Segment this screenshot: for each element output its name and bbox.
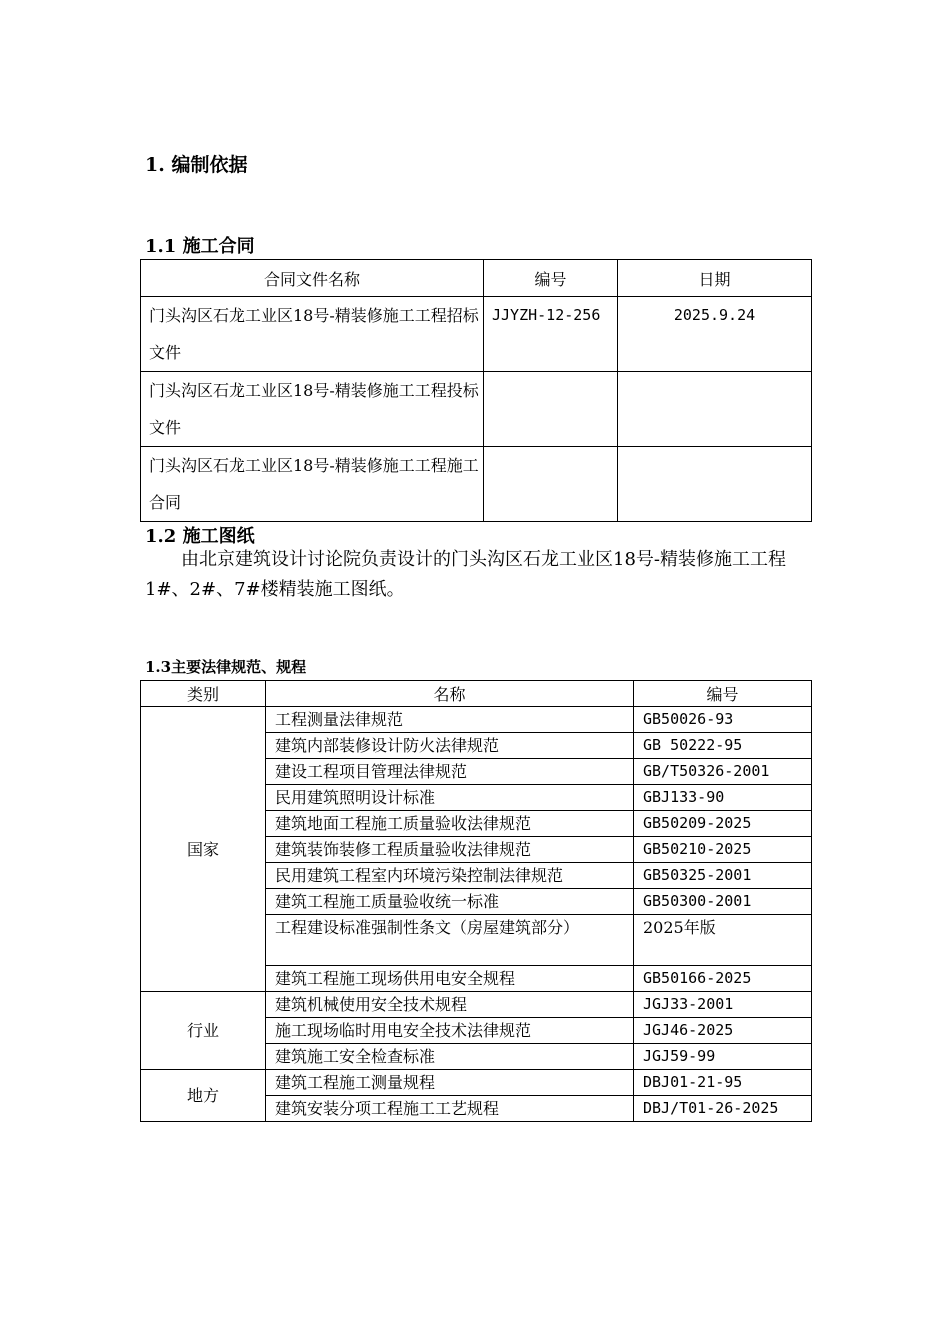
table-row bbox=[141, 297, 812, 372]
document-code bbox=[484, 372, 618, 447]
section-1-3-heading: 1.3主要法律规范、规程 bbox=[145, 658, 307, 676]
standard-code: DBJ/T01-26-2025 bbox=[634, 1096, 812, 1122]
column-header: 编号 bbox=[484, 260, 618, 297]
document-name: 门头沟区石龙工业区18号-精装修施工工程招标文件 bbox=[141, 297, 484, 372]
standard-name: 民用建筑工程室内环境污染控制法律规范 bbox=[266, 863, 634, 889]
standard-name: 建筑安装分项工程施工工艺规程 bbox=[266, 1096, 634, 1122]
table-header-row bbox=[141, 260, 812, 297]
standard-name: 建筑机械使用安全技术规程 bbox=[266, 992, 634, 1018]
document-code: JJYZH-12-256 bbox=[484, 297, 618, 372]
standard-code: GB50166-2025 bbox=[634, 966, 812, 992]
document-date bbox=[618, 447, 812, 522]
category-cell: 地方 bbox=[141, 1070, 266, 1122]
table-row bbox=[141, 992, 812, 1018]
table-header-row bbox=[141, 681, 812, 707]
standard-code: GB50210-2025 bbox=[634, 837, 812, 863]
table-row bbox=[141, 447, 812, 522]
table-row bbox=[141, 707, 812, 733]
document-code bbox=[484, 447, 618, 522]
standard-code: JGJ59-99 bbox=[634, 1044, 812, 1070]
drawings-paragraph: 由北京建筑设计讨论院负责设计的门头沟区石龙工业区18号-精装修施工工程1#、2#、7#楼精装施工图纸。 bbox=[145, 549, 786, 600]
standard-name: 建设工程项目管理法律规范 bbox=[266, 759, 634, 785]
standard-code: DBJ01-21-95 bbox=[634, 1070, 812, 1096]
section-1-2-heading: 1.2 施工图纸 bbox=[145, 526, 255, 547]
document-name: 门头沟区石龙工业区18号-精装修施工工程投标文件 bbox=[141, 372, 484, 447]
standard-name: 建筑施工安全检查标准 bbox=[266, 1044, 634, 1070]
column-header: 合同文件名称 bbox=[141, 260, 484, 297]
standard-name: 建筑装饰装修工程质量验收法律规范 bbox=[266, 837, 634, 863]
standard-code: GB50325-2001 bbox=[634, 863, 812, 889]
section-1-1-heading: 1.1 施工合同 bbox=[145, 236, 255, 257]
column-header: 类别 bbox=[141, 681, 266, 707]
standard-code: JGJ46-2025 bbox=[634, 1018, 812, 1044]
standard-name: 工程建设标准强制性条文（房屋建筑部分） bbox=[266, 915, 634, 966]
column-header: 日期 bbox=[618, 260, 812, 297]
standard-code: GB50209-2025 bbox=[634, 811, 812, 837]
standard-name: 建筑工程施工测量规程 bbox=[266, 1070, 634, 1096]
column-header: 名称 bbox=[266, 681, 634, 707]
category-cell: 国家 bbox=[141, 707, 266, 992]
standard-code: 2025年版 bbox=[634, 915, 812, 966]
category-cell: 行业 bbox=[141, 992, 266, 1070]
standard-code: GB50026-93 bbox=[634, 707, 812, 733]
standards-table bbox=[140, 680, 812, 1122]
standard-code: GB 50222-95 bbox=[634, 733, 812, 759]
standard-name: 建筑地面工程施工质量验收法律规范 bbox=[266, 811, 634, 837]
contract-table bbox=[140, 259, 812, 522]
section-1-heading: 1. 编制依据 bbox=[145, 154, 248, 176]
standard-code: JGJ33-2001 bbox=[634, 992, 812, 1018]
column-header: 编号 bbox=[634, 681, 812, 707]
standard-name: 施工现场临时用电安全技术法律规范 bbox=[266, 1018, 634, 1044]
standard-name: 工程测量法律规范 bbox=[266, 707, 634, 733]
standard-name: 建筑工程施工现场供用电安全规程 bbox=[266, 966, 634, 992]
standard-code: GB50300-2001 bbox=[634, 889, 812, 915]
standard-name: 民用建筑照明设计标准 bbox=[266, 785, 634, 811]
table-row bbox=[141, 1070, 812, 1096]
standard-name: 建筑工程施工质量验收统一标准 bbox=[266, 889, 634, 915]
standard-name: 建筑内部装修设计防火法律规范 bbox=[266, 733, 634, 759]
document-date: 2025.9.24 bbox=[618, 297, 812, 372]
standard-code: GBJ133-90 bbox=[634, 785, 812, 811]
standard-code: GB/T50326-2001 bbox=[634, 759, 812, 785]
table-row bbox=[141, 372, 812, 447]
document-name: 门头沟区石龙工业区18号-精装修施工工程施工合同 bbox=[141, 447, 484, 522]
document-date bbox=[618, 372, 812, 447]
